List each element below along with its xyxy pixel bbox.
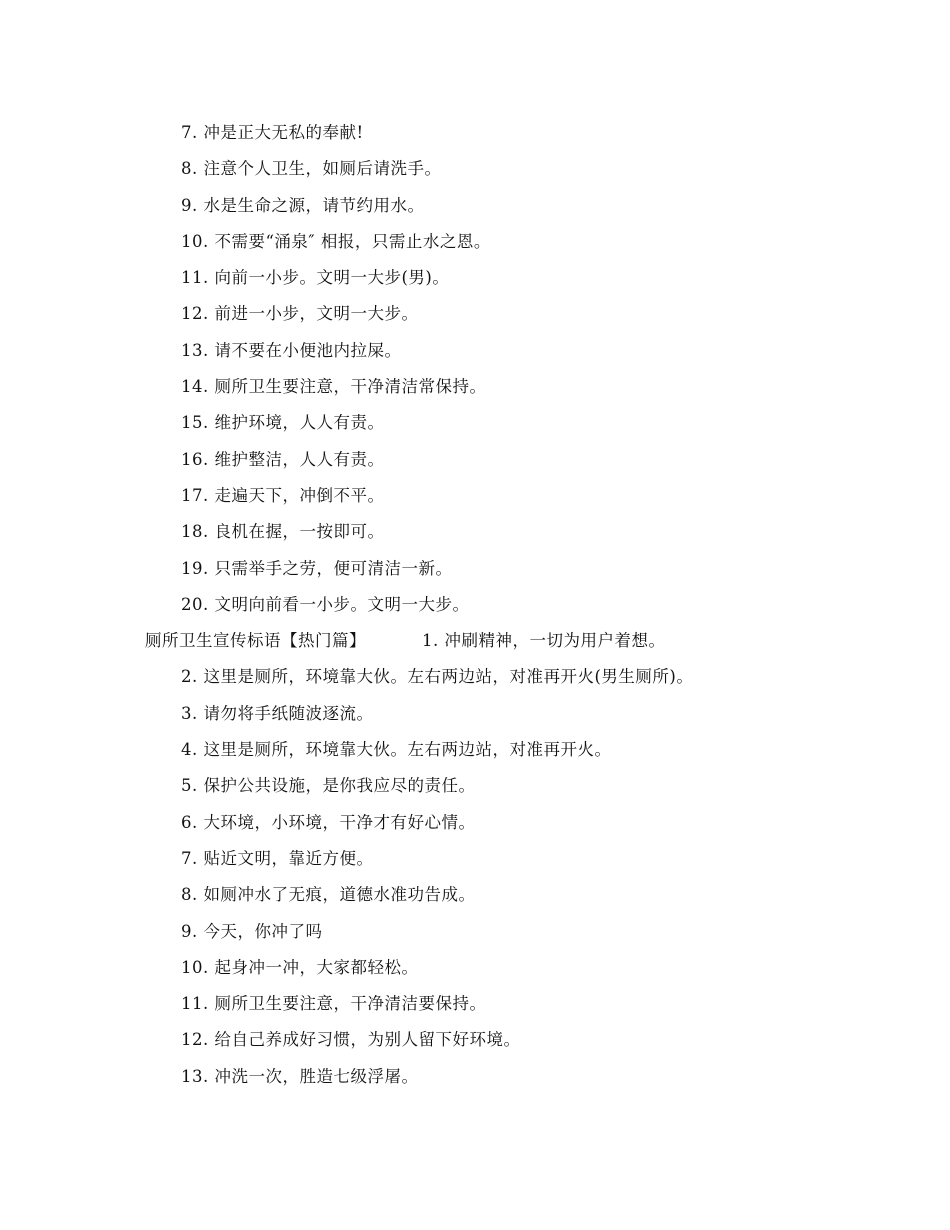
list-item: 7. 贴近文明，靠近方便。 bbox=[181, 848, 374, 868]
list-item: 10. 起身冲一冲，大家都轻松。 bbox=[181, 957, 419, 977]
list-item: 15. 维护环境，人人有责。 bbox=[181, 413, 385, 433]
list-item: 9. 今天，你冲了吗 bbox=[181, 921, 323, 941]
list-item: 2. 这里是厕所，环境靠大伙。左右两边站，对准再开火(男生厕所)。 bbox=[181, 667, 694, 687]
list-item: 11. 向前一小步。文明一大步(男)。 bbox=[181, 268, 450, 288]
list-item: 12. 给自己养成好习惯，为别人留下好环境。 bbox=[181, 1030, 521, 1050]
list-item: 8. 如厕冲水了无痕，道德水准功告成。 bbox=[181, 885, 476, 905]
list-item: 8. 注意个人卫生，如厕后请洗手。 bbox=[181, 159, 442, 179]
list-item: 13. 冲洗一次，胜造七级浮屠。 bbox=[181, 1066, 419, 1086]
list-item: 16. 维护整洁，人人有责。 bbox=[181, 449, 385, 469]
list-item: 18. 良机在握，一按即可。 bbox=[181, 522, 385, 542]
list-item: 3. 请勿将手纸随波逐流。 bbox=[181, 703, 374, 723]
section-heading: 厕所卫生宣传标语【热门篇】 bbox=[145, 631, 366, 651]
list-item: 5. 保护公共设施，是你我应尽的责任。 bbox=[181, 776, 476, 796]
list-item: 6. 大环境，小环境，干净才有好心情。 bbox=[181, 812, 476, 832]
list-item: 20. 文明向前看一小步。文明一大步。 bbox=[181, 594, 470, 614]
list-item: 9. 水是生命之源，请节约用水。 bbox=[181, 195, 425, 215]
list-item: 10. 不需要“涌泉″ 相报，只需止水之恩。 bbox=[181, 231, 491, 251]
list-item: 17. 走遍天下，冲倒不平。 bbox=[181, 485, 385, 505]
slogan-list bbox=[0, 115, 950, 1095]
list-item: 4. 这里是厕所，环境靠大伙。左右两边站，对准再开火。 bbox=[181, 740, 612, 760]
list-item: 1. 冲刷精神，一切为用户着想。 bbox=[422, 631, 666, 651]
section-heading-line bbox=[0, 623, 950, 659]
list-item: 14. 厕所卫生要注意，干净清洁常保持。 bbox=[181, 377, 487, 397]
list-item: 19. 只需举手之劳，便可清洁一新。 bbox=[181, 558, 453, 578]
list-item: 7. 冲是正大无私的奉献! bbox=[181, 123, 364, 142]
list-item: 11. 厕所卫生要注意，干净清洁要保持。 bbox=[181, 994, 487, 1014]
list-item: 13. 请不要在小便池内拉屎。 bbox=[181, 340, 402, 360]
list-item: 12. 前进一小步，文明一大步。 bbox=[181, 304, 419, 324]
